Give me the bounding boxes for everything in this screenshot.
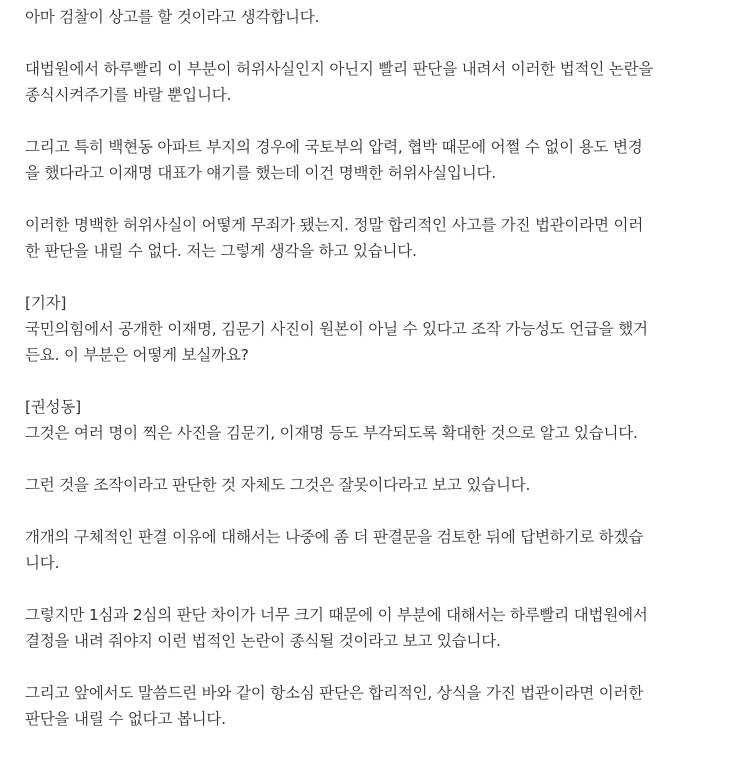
speaker-label-kwon: [권성동]	[25, 398, 82, 416]
paragraph-line: 종식시켜주기를 바랄 뿐입니다.	[25, 86, 232, 104]
paragraph-line: 그런 것을 조작이라고 판단한 것 자체도 그것은 잘못이다라고 보고 있습니다.	[25, 476, 531, 494]
paragraph-line: 니다.	[25, 554, 60, 572]
paragraph	[25, 56, 730, 108]
paragraph-line: 국민의힘에서 공개한 이재명, 김문기 사진이 원본이 아닐 수 있다고 조작 가능성도 언급을 했거	[25, 320, 648, 338]
paragraph	[25, 4, 730, 30]
paragraph-line: 이러한 명백한 허위사실이 어떻게 무죄가 됐는지. 정말 합리적인 사고를 가진 법관이라면 이러	[25, 216, 644, 234]
paragraph-line: 그리고 특히 백현동 아파트 부지의 경우에 국토부의 압력, 협박 때문에 어쩔 수 없이 용도 변경	[25, 138, 643, 156]
paragraph-line: 든요. 이 부분은 어떻게 보실까요?	[25, 346, 249, 364]
paragraph-line: 결정을 내려 줘야지 이런 법적인 논란이 종식될 것이라고 보고 있습니다.	[25, 632, 501, 650]
paragraph	[25, 472, 730, 498]
paragraph-line: 아마 검찰이 상고를 할 것이라고 생각합니다.	[25, 8, 320, 26]
paragraph-line: 을 했다라고 이재명 대표가 얘기를 했는데 이건 명백한 허위사실입니다.	[25, 164, 496, 182]
paragraph-line: 개개의 구체적인 판결 이유에 대해서는 나중에 좀 더 판결문을 검토한 뒤에 답변하기로 하겠습	[25, 528, 644, 546]
paragraph-line: 그리고 앞에서도 말씀드린 바와 같이 항소심 판단은 합리적인, 상식을 가진 법관이라면 이러한	[25, 684, 644, 702]
paragraph-line: 한 판단을 내릴 수 없다. 저는 그렇게 생각을 하고 있습니다.	[25, 242, 417, 260]
paragraph	[25, 524, 730, 576]
paragraph	[25, 602, 730, 654]
paragraph	[25, 394, 730, 446]
paragraph-line: 그렇지만 1심과 2심의 판단 차이가 너무 크기 때문에 이 부분에 대해서는 하루빨리 대법원에서	[25, 606, 648, 624]
article-body	[25, 4, 730, 758]
paragraph-line: 판단을 내릴 수 없다고 봅니다.	[25, 710, 226, 728]
speaker-label-reporter: [기자]	[25, 294, 67, 312]
paragraph	[25, 680, 730, 732]
paragraph-line: 그것은 여러 명이 찍은 사진을 김문기, 이재명 등도 부각되도록 확대한 것으로 알고 있습니다.	[25, 424, 638, 442]
paragraph-line: 대법원에서 하루빨리 이 부분이 허위사실인지 아닌지 빨리 판단을 내려서 이러한 법적인 논란을	[25, 60, 654, 78]
paragraph	[25, 212, 730, 264]
paragraph	[25, 290, 730, 368]
paragraph	[25, 134, 730, 186]
